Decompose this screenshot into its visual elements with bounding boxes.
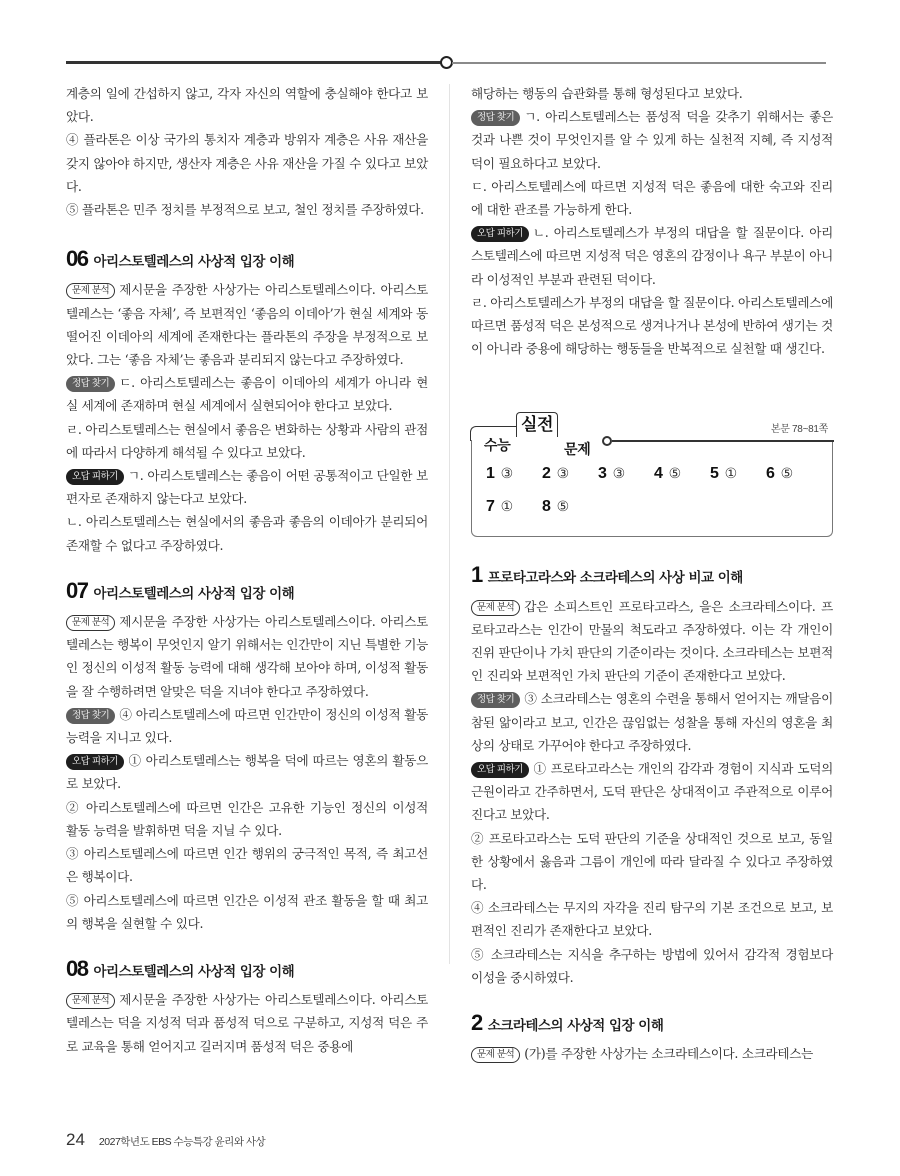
wrong-text: ① 프로타고라스는 개인의 감각과 경험이 지식과 도덕의 근원이라고 간주하면서, 도덕 판단은 상대적이고 주관적으로 이루어진다고 보았다. <box>471 761 833 823</box>
wrong-extra: ㄴ. 아리스토텔레스는 현실에서의 좋음과 좋음의 이데아가 분리되어 존재할 수 없다고 주장하였다. <box>66 514 428 553</box>
answer-item: 5 ① <box>710 465 737 483</box>
question-2 <box>471 1011 833 1065</box>
question-heading <box>66 247 428 274</box>
correct-extra: ㄷ. 아리스토텔레스에 따르면 지성적 덕은 좋음에 대한 숙고와 진리에 대한 관조를 가능하게 한다. <box>471 178 833 218</box>
question-title: 아리스토텔레스의 사상적 입장 이해 <box>93 585 295 602</box>
column-divider <box>449 84 450 964</box>
correct-paragraph <box>66 371 428 417</box>
page-number: 24 <box>66 1130 85 1149</box>
correct-text: ③ 소크라테스는 영혼의 수련을 통해서 얻어지는 깨달음이 참된 앎이라고 보고, 인간은 끊임없는 성찰을 통해 자신의 영혼을 최상의 상태로 가꾸어야 한다고 주장하였다. <box>471 691 833 753</box>
answer-key-box <box>471 415 833 537</box>
wrong-extra: ㄹ. 아리스토텔레스가 부정의 대답을 할 질문이다. 아리스토텔레스에 따르면 품성적 덕은 본성적으로 생겨나거나 본성에 반하여 생기는 것이 아니라 중용에 해당하는 행동들을 반복적으로 실천할 때 생긴다. <box>471 294 833 357</box>
answer-item: 1 ③ <box>486 465 513 483</box>
analysis-tag: 문제 분석 <box>66 615 115 631</box>
intro-line: ⑤ 플라톤은 민주 정치를 부정적으로 보고, 철인 정치를 주장하였다. <box>66 202 424 218</box>
intro-line: 계층의 일에 간섭하지 않고, 각자 자신의 역할에 충실해야 한다고 보았다. <box>66 86 428 125</box>
wrong-extra: ⑤ 아리스토텔레스에 따르면 인간은 이성적 관조 활동을 할 때 최고의 행복을 실현할 수 있다. <box>66 892 428 931</box>
wrong-paragraph <box>471 221 833 291</box>
correct-paragraph <box>66 703 428 749</box>
intro-line: ④ 플라톤은 이상 국가의 통치자 계층과 방위자 계층은 사유 재산을 갖지 않아야 하지만, 생산자 계층은 사유 재산을 가질 수 있다고 보았다. <box>66 132 428 194</box>
wrong-extra: ④ 소크라테스는 무지의 자각을 진리 탐구의 기본 조건으로 보고, 보편적인 진리가 존재한다고 보았다. <box>471 900 833 939</box>
answer-item: 7 ① <box>486 497 513 515</box>
question-number: 08 <box>66 955 88 981</box>
analysis-tag: 문제 분석 <box>471 1047 520 1063</box>
question-title: 프로타고라스와 소크라테스의 사상 비교 이해 <box>487 570 743 587</box>
answer-item: 8 ⑤ <box>542 497 569 515</box>
analysis-text: 제시문을 주장한 사상가는 아리스토텔레스이다. 아리스토텔레스는 덕을 지성적 덕과 품성적 덕으로 구분하고, 지성적 덕은 주로 교육을 통해 얻어지고 길러지며 품성적 덕은 중용에 <box>66 992 428 1054</box>
question-heading <box>66 957 428 984</box>
left-column <box>66 82 428 1058</box>
wrong-tag: 오답 피하기 <box>66 754 124 770</box>
analysis-paragraph <box>471 595 833 688</box>
question-08-continued <box>471 82 833 360</box>
correct-tag: 정답 찾기 <box>66 376 115 392</box>
wrong-extra: ⑤ 소크라테스는 지식을 추구하는 방법에 있어서 감각적 경험보다 이성을 중시하였다. <box>471 946 833 985</box>
question-heading <box>471 1011 833 1038</box>
analysis-text: (가)를 주장한 사상가는 소크라테스이다. 소크라테스는 <box>524 1046 814 1062</box>
wrong-tag: 오답 피하기 <box>471 226 529 242</box>
correct-text: ㄱ. 아리스토텔레스는 품성적 덕을 갖추기 위해서는 좋은 것과 나쁜 것이 무엇인지를 알 수 있게 하는 실천적 지혜, 즉 지성적 덕이 필요하다고 보았다. <box>471 109 833 171</box>
wrong-paragraph <box>471 757 833 827</box>
correct-tag: 정답 찾기 <box>66 708 115 724</box>
question-1 <box>471 563 833 989</box>
answer-box-label-munje: 문제 <box>564 441 591 458</box>
wrong-tag: 오답 피하기 <box>471 762 529 778</box>
analysis-tag: 문제 분석 <box>471 600 520 616</box>
question-number: 07 <box>66 577 88 603</box>
header-rule-left <box>66 61 444 64</box>
analysis-continued: 해당하는 행동의 습관화를 통해 형성된다고 보았다. <box>471 86 743 101</box>
question-06 <box>66 247 428 557</box>
wrong-extra: ② 프로타고라스는 도덕 판단의 기준을 상대적인 것으로 보고, 동일한 상황에서 옳음과 그름이 개인에 따라 달라질 수 있다고 주장하였다. <box>471 830 833 893</box>
correct-text: ㄷ. 아리스토텔레스는 좋음이 이데아의 세계가 아니라 현실 세계에 존재하며 현실 세계에서 실현되어야 한다고 보았다. <box>66 375 428 414</box>
answer-item: 2 ③ <box>542 465 569 483</box>
analysis-paragraph <box>66 278 428 371</box>
answer-grid <box>486 462 822 518</box>
correct-tag: 정답 찾기 <box>471 692 520 708</box>
correct-tag: 정답 찾기 <box>471 110 520 126</box>
answer-item: 4 ⑤ <box>654 465 681 483</box>
wrong-paragraph <box>66 749 428 795</box>
correct-text: ④ 아리스토텔레스에 따르면 인간만이 정신의 이성적 활동 능력을 지니고 있다. <box>66 706 428 746</box>
question-title: 소크라테스의 사상적 입장 이해 <box>487 1018 664 1035</box>
question-08 <box>66 957 428 1058</box>
question-heading <box>471 563 833 590</box>
correct-paragraph <box>471 687 833 757</box>
wrong-extra: ② 아리스토텔레스에 따르면 인간은 고유한 기능인 정신의 이성적 활동 능력을 발휘하면 덕을 지닐 수 있다. <box>66 799 428 838</box>
wrong-text: ① 아리스토텔레스는 행복을 덕에 따르는 영혼의 활동으로 보았다. <box>66 753 428 792</box>
wrong-tag: 오답 피하기 <box>66 469 124 485</box>
answer-box-label-siljeon: 실전 <box>516 412 558 436</box>
question-07 <box>66 579 428 935</box>
correct-extra: ㄹ. 아리스토텔레스는 현실에서 좋음은 변화하는 상황과 사람의 관점에 따라서 다양하게 해석될 수 있다고 보았다. <box>66 421 428 460</box>
question-title: 아리스토텔레스의 사상적 입장 이해 <box>93 963 295 980</box>
analysis-paragraph <box>66 988 428 1058</box>
analysis-text: 제시문을 주장한 사상가는 아리스토텔레스이다. 아리스토텔레스는 ‘좋음 자체’, 즉 보편적인 ‘좋음의 이데아’가 현실 세계와 동떨어진 이데아의 세계에 존재한다는 플라톤의 주장을 부정적으로 보았다. 그는 ‘좋음 자체’는 좋음과 분리되지 않는다고 주장하였다. <box>66 282 428 368</box>
answer-box-label-suneung: 수능 <box>484 437 511 454</box>
wrong-text: ㄴ. 아리스토텔레스가 부정의 대답을 할 질문이다. 아리스토텔레스에 따르면 지성적 덕은 영혼의 감정이나 욕구 부분이 아니라 이성적인 부분과 관련된 덕이다. <box>471 225 833 287</box>
wrong-text: ㄱ. 아리스토텔레스는 좋음이 어떤 공통적이고 단일한 보편자로 존재하지 않는다고 보았다. <box>66 468 428 507</box>
analysis-paragraph <box>66 610 428 703</box>
question-heading <box>66 579 428 606</box>
analysis-tag: 문제 분석 <box>66 283 115 299</box>
book-title: 2027학년도 EBS 수능특강 윤리와 사상 <box>98 1136 266 1148</box>
wrong-paragraph <box>66 464 428 510</box>
question-title: 아리스토텔레스의 사상적 입장 이해 <box>93 254 295 271</box>
answer-box-page-ref: 본문 78~81쪽 <box>770 424 828 436</box>
right-column <box>471 82 833 1066</box>
answer-box-knot <box>602 436 612 446</box>
header-rule-right <box>452 62 826 64</box>
analysis-tag: 문제 분석 <box>66 993 115 1009</box>
question-number: 2 <box>471 1010 482 1036</box>
analysis-text: 갑은 소피스트인 프로타고라스, 을은 소크라테스이다. 프로타고라스는 인간이 만물의 척도라고 주장하였다. 이는 각 개인이 진위 판단이나 가치 판단의 기준이라는 것이다. 소크라테스는 보편적인 진리와 보편적인 가치 판단의 기준이 존재한다고 보았다. <box>471 598 833 684</box>
question-number: 1 <box>471 562 482 588</box>
analysis-text: 제시문을 주장한 사상가는 아리스토텔레스이다. 아리스토텔레스는 행복이 무엇인지 알기 위해서는 인간만이 지닌 특별한 기능인 정신의 이성적 활동 능력에 대해 생각해 보아야 하며, 이성적 활동을 잘 수행하려면 알맞은 덕을 지녀야 한다고 주장하였다. <box>66 614 428 699</box>
answer-item: 3 ③ <box>598 465 625 483</box>
question-number: 06 <box>66 246 88 272</box>
analysis-paragraph <box>471 1042 833 1065</box>
correct-paragraph <box>471 105 833 175</box>
answer-item: 6 ⑤ <box>766 465 793 483</box>
page-footer <box>66 1130 265 1150</box>
wrong-extra: ③ 아리스토텔레스에 따르면 인간 행위의 궁극적인 목적, 즉 최고선은 행복이다. <box>66 846 428 885</box>
